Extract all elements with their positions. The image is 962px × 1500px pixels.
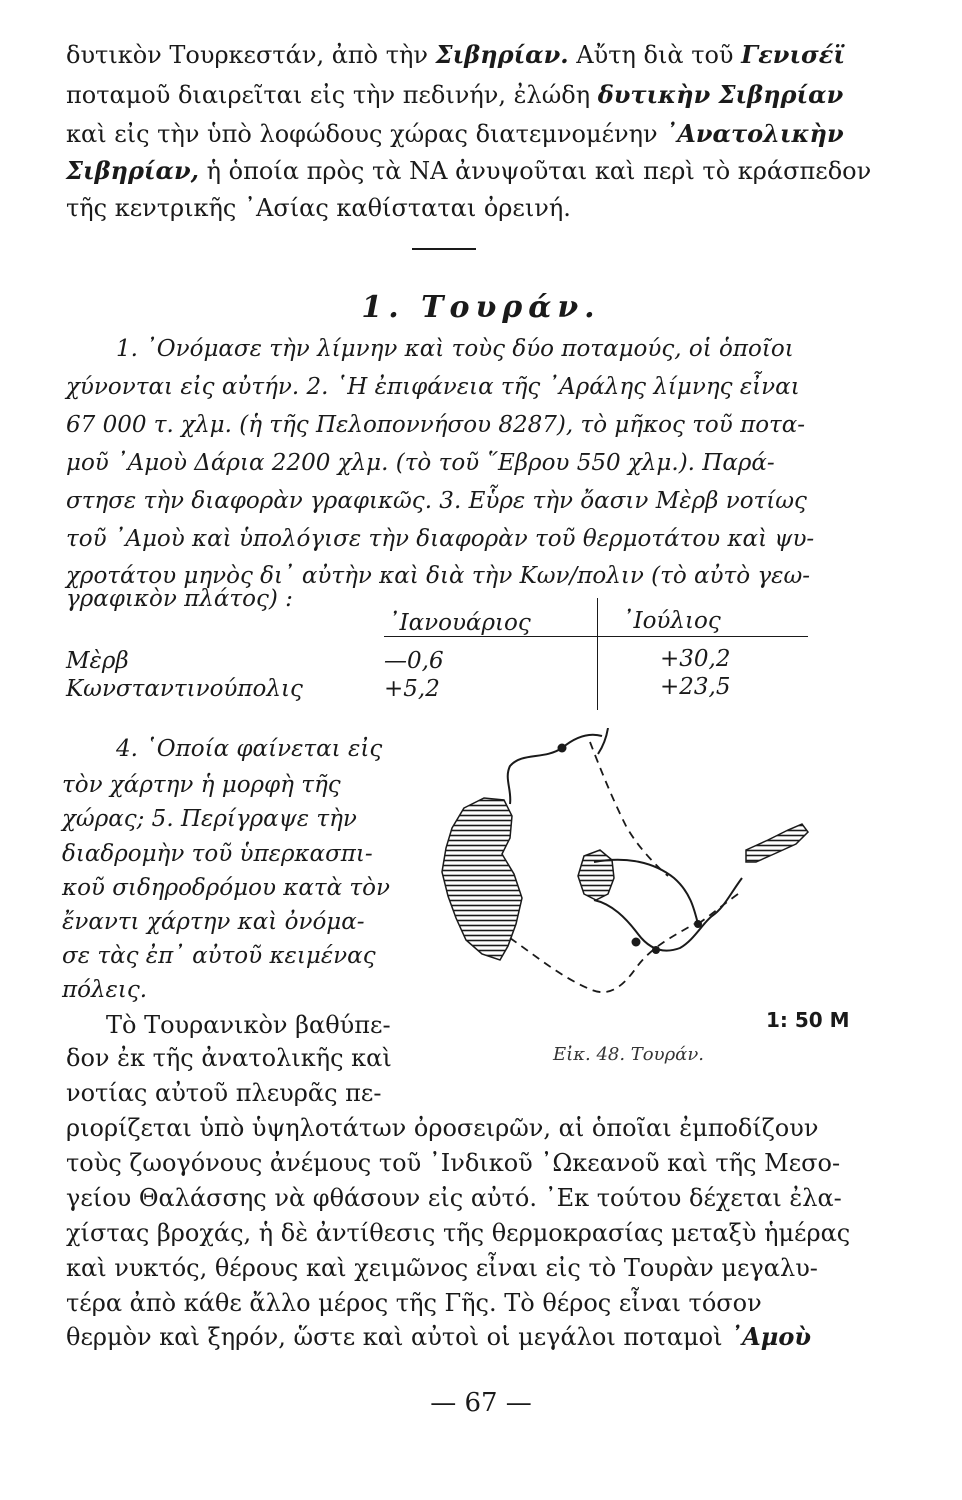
body-line: καὶ νυκτός, θέρους καὶ χειμῶνος εἶναι εἰς τὸ Τουρὰν μεγαλυ- <box>66 1254 818 1282</box>
body-line-last <box>66 1322 811 1352</box>
body-line: δον ἐκ τῆς ἀνατολικῆς καὶ <box>66 1044 392 1072</box>
river-line <box>598 728 608 754</box>
text: δυτικὸν Τουρκεστάν, ἀπὸ τὴν <box>66 41 436 69</box>
text: θερμὸν καὶ ξηρόν, ὥστε καὶ αὐτοὶ οἱ μεγάλοι ποταμοὶ <box>66 1323 731 1351</box>
exercise-line: μοῦ ᾿Αμοὺ Δάρια 2200 χλμ. (τὸ τοῦ ῞Εβρου 550 χλμ.). Παρά- <box>66 450 775 476</box>
railway-line <box>510 924 694 992</box>
exercise-line: χροτάτου μηνὸς δι᾿ αὐτὴν καὶ διὰ τὴν Κων/πολιν (τὸ αὐτὸ γεω- <box>66 563 810 589</box>
table-cell-january: +5,2 <box>384 676 440 702</box>
body-line: γείου Θαλάσσης νὰ φθάσουν εἰς αὐτό. ᾿Εκ τούτου δέχεται ἐλα- <box>66 1184 842 1212</box>
balkhash-lake-shape <box>746 824 808 862</box>
bold-term: Σιβηρίαν, <box>66 156 200 185</box>
bold-term: Γενισέϊ <box>741 40 845 69</box>
bold-term: δυτικὴν Σιβηρίαν <box>597 80 844 109</box>
section-divider <box>412 248 476 250</box>
city-marker <box>652 946 660 954</box>
aral-sea-shape <box>578 850 614 900</box>
table-cell-july: +23,5 <box>660 674 731 700</box>
page-number: — 67 — <box>430 1388 532 1418</box>
exercise-line: στησε τὴν διαφορὰν γραφικῶς. 3. Εὗρε τὴν ὄασιν Μὲρβ νοτίως <box>66 488 807 514</box>
exercise-line: 1. ᾿Ονόμασε τὴν λίμνην καὶ τοὺς δύο ποταμούς, οἱ ὁποῖοι <box>116 336 794 362</box>
table-cell-january: —0,6 <box>384 648 444 674</box>
body-line: νοτίας αὐτοῦ πλευρᾶς πε- <box>66 1079 382 1107</box>
left-column-line: σε τὰς ἐπ᾿ αὐτοῦ κειμένας <box>62 943 376 969</box>
left-column-line: χώρας; 5. Περίγραψε τὴν <box>62 806 357 832</box>
figure-caption: Εἰκ. 48. Τουράν. <box>553 1044 704 1065</box>
city-marker <box>694 920 702 928</box>
table-header-july: ᾿Ιούλιος <box>622 608 721 634</box>
body-line: τοὺς ζωογόνους ἀνέμους τοῦ ᾿Ινδικοῦ ᾿Ωκεανοῦ καὶ τῆς Μεσο- <box>66 1149 841 1177</box>
text: καὶ εἰς τὴν ὑπὸ λοφώδους χώρας διατεμνομένην <box>66 120 666 148</box>
text: ποταμοῦ διαιρεῖται εἰς τὴν πεδινήν, ἐλώδη <box>66 81 598 109</box>
text: ἡ ὁποία πρὸς τὰ ΝΑ ἀνυψοῦται καὶ περὶ τὸ κράσπεδον <box>199 157 872 185</box>
bold-term: ᾿Αμοὺ <box>730 1322 812 1351</box>
railway-line <box>698 894 738 924</box>
table-column-rule <box>597 598 598 710</box>
left-column-line: διαδρομὴν τοῦ ὑπερκασπι- <box>62 841 373 867</box>
caspian-sea-shape <box>442 798 522 960</box>
exercise-line: γραφικὸν πλάτος) : <box>66 586 293 612</box>
table-row-city: Κωνσταντινούπολις <box>66 676 303 702</box>
intro-line-4 <box>66 156 871 186</box>
exercise-line: τοῦ ᾿Αμοὺ καὶ ὑπολόγισε τὴν διαφορὰν τοῦ θερμοτάτου καὶ ψυ- <box>66 526 815 552</box>
intro-line-2 <box>66 80 843 110</box>
river-line <box>508 735 602 804</box>
bold-term: ᾿Ανατολικὴν <box>665 119 844 148</box>
body-line: τέρα ἀπὸ κάθε ἄλλο μέρος τῆς Γῆς. Τὸ θέρος εἶναι τόσον <box>66 1289 762 1317</box>
exercise-line: 67 000 τ. χλμ. (ἡ τῆς Πελοποννήσου 8287), τὸ μῆκος τοῦ ποτα- <box>66 412 806 438</box>
left-column-line: κοῦ σιδηροδρόμου κατὰ τὸν <box>62 875 390 901</box>
left-column-line: τὸν χάρτην ἡ μορφὴ τῆς <box>62 772 341 798</box>
body-line: ριορίζεται ὑπὸ ὑψηλοτάτων ὀροσειρῶν, αἱ ὁποῖαι ἐμποδίζουν <box>66 1114 819 1142</box>
left-column-line: 4. ῾Οποία φαίνεται εἰς <box>116 736 383 762</box>
table-header-rule <box>384 636 808 637</box>
text: Αὔτη διὰ τοῦ <box>568 41 742 69</box>
map-scale: 1: 50 M <box>766 1008 850 1032</box>
intro-line-1 <box>66 40 845 70</box>
section-heading: 1. Τουράν. <box>361 290 601 325</box>
city-marker <box>558 744 567 753</box>
left-column-line: ἔναντι χάρτην καὶ ὀνόμα- <box>62 909 365 935</box>
city-marker <box>632 938 641 947</box>
table-row-city: Μὲρβ <box>66 648 129 674</box>
turan-map-figure <box>412 728 832 1018</box>
intro-line-5: τῆς κεντρικῆς ᾿Ασίας καθίσταται ὀρεινή. <box>66 194 571 222</box>
bold-term: Σιβηρίαν. <box>435 40 569 69</box>
river-line <box>594 878 742 951</box>
body-line: χίστας βροχάς, ἡ δὲ ἀντίθεσις τῆς θερμοκρασίας μεταξὺ ἡμέρας <box>66 1219 851 1247</box>
body-line: Τὸ Τουρανικὸν βαθύπε- <box>106 1011 391 1039</box>
exercise-line: χύνονται εἰς αὐτήν. 2. ῾Η ἐπιφάνεια τῆς ᾿Αράλης λίμνης εἶναι <box>66 374 800 400</box>
table-cell-july: +30,2 <box>660 646 731 672</box>
table-header-january: ᾿Ιανουάριος <box>388 610 531 636</box>
intro-line-3 <box>66 119 844 149</box>
left-column-line: πόλεις. <box>62 977 148 1003</box>
